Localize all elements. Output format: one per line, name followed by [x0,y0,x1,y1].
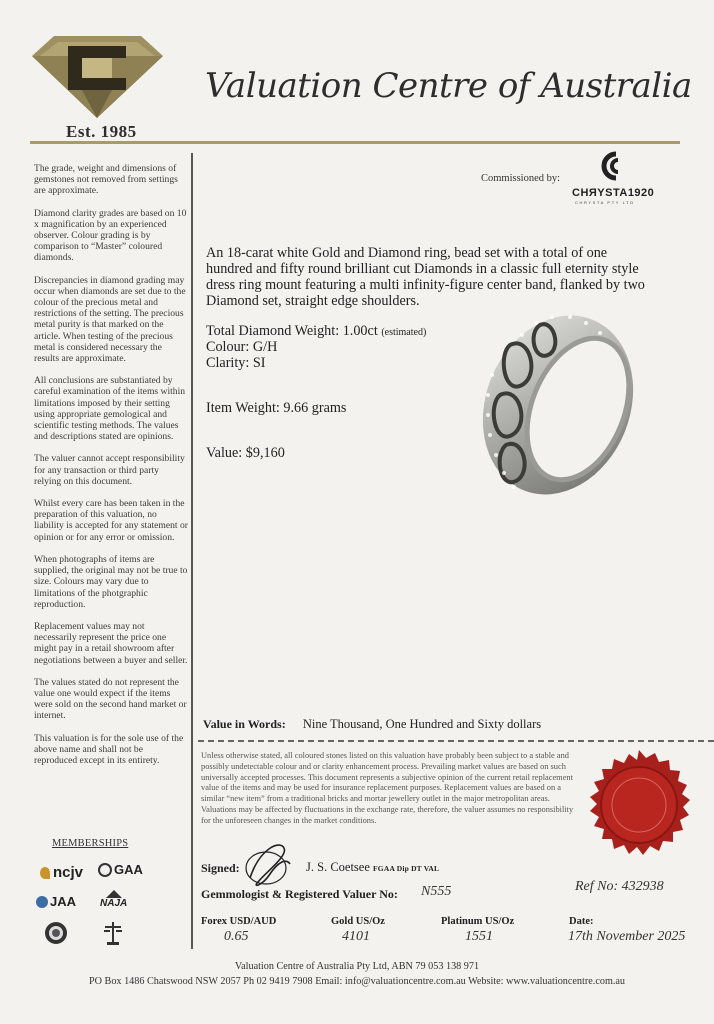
ncjv-icon [40,867,50,879]
term-paragraph: Replacement values may not necessarily represent the price one might pay in a retail showroom after negotiations between a buyer and seller. [34,620,188,666]
memberships-heading: MEMBERSHIPS [52,838,129,849]
ncjv-logo [40,864,83,881]
commissioned-label: Commissioned by: [481,173,561,184]
jaa-logo [36,894,76,909]
gold-value: 4101 [342,929,370,944]
item-description: An 18-carat white Gold and Diamond ring, bead set with a total of one hundred and fifty round brilliant cut Diamonds in a classic full eternity style dress ring mount featuring a multi infinity-figure center band, flanked by two Diamond set, straight edge shoulders. [206,245,645,309]
total-weight-value: Total Diamond Weight: 1.00ct [206,323,378,339]
signed-label: Signed: [201,861,240,875]
term-paragraph: Diamond clarity grades are based on 10 x magnification by an experienced observer. Colour grading is by comparison to “Master” coloured diamonds. [34,207,187,264]
forex-label: Forex USD/AUD [201,916,277,927]
footer-contact: PO Box 1486 Chatswood NSW 2057 Ph 02 9419 7908 Email: info@valuationcentre.com.au Website: www.valuationcentre.com.au [88,976,626,987]
client-name: CHЯYSTA1920 [572,187,655,199]
term-paragraph: The grade, weight and dimensions of gemstones not removed from settings are approximate. [34,163,178,197]
naja-icon [106,890,122,898]
term-paragraph: Discrepancies in diamond grading may occur when diamonds are set due to the colour of the precious metal and restrictions of the setting. The precious metal purity is that marked on the article. When testing of the precious metal is considered necessary the results are approximate. [34,274,186,365]
disclaimer-text: Unless otherwise stated, all coloured stones listed on this valuation have probably been subject to a stable and possibly undetectable colour and or clarity enhancement process. Prevailing market values are based on such universally accepted processes. This document represents a subjective opinion of the current retail replacement value of the items and may be used for insurance replacement purposes. Replacement values are based on a similar “new item” from a traditional bricks and mortar jewellery outlet in the major metropolitan areas. Valuations may be affected by fluctuations in the exchange rate, therefore, the valuer assumes no responsibility for the unforeseen changes in the market conditions. [201,751,574,825]
item-weight: Item Weight: 9.66 grams [206,400,347,416]
term-paragraph: All conclusions are substantiated by careful examination of the items within limitations imposed by their setting using appropriate gemological and scientific testing methods. The values and descriptions stated are opinions. [34,375,186,443]
gaa-logo [98,862,143,877]
company-title: Valuation Centre of Australia [205,66,692,106]
term-paragraph: This valuation is for the sole use of the above name and shall not be reproduced except in its entirety. [34,732,184,766]
ncjv-logo-text: ncjv [53,864,84,881]
handwritten-signature-icon [240,838,302,888]
total-weight-note: (estimated) [381,327,427,338]
platinum-label: Platinum US/Oz [441,916,515,927]
dashed-divider [198,740,714,742]
naja-logo [100,890,127,909]
date-label: Date: [569,916,594,927]
platinum-value: 1551 [465,929,493,944]
item-value: Value: $9,160 [206,445,285,461]
signer-name: J. S. Coetsee [306,860,370,874]
signer [306,860,439,875]
vca-gem-logo-icon [30,34,165,120]
valuer-number: N555 [421,884,452,899]
jaa-icon [36,896,48,908]
column-divider [191,153,193,949]
chrysta-cc-logo-icon [594,148,628,184]
header-divider [30,141,680,144]
value-in-words-text: Nine Thousand, One Hundred and Sixty dollars [302,717,542,731]
term-paragraph: The values stated do not represent the value one would expect if the items were sold on the second hand market or internet. [34,676,187,722]
gaa-logo-text: GAA [114,862,143,877]
value-in-words [203,717,541,732]
naja-logo-text: NAJA [100,898,128,909]
client-subtitle: CHRYSTA PTY LTD [575,200,635,205]
established-year: Est. 1985 [66,122,137,141]
gaa-icon [98,863,112,877]
colour-grade: Colour: G/H [206,339,278,355]
date-value: 17th November 2025 [568,929,686,944]
red-wax-seal-icon [582,748,696,862]
footer-company: Valuation Centre of Australia Pty Ltd, ABN 79 053 138 971 [234,961,480,972]
badge-seal-icon [44,921,68,945]
scales-of-justice-icon [102,920,124,946]
signer-qualifications: FGAA Dip DT VAL [373,864,440,873]
value-in-words-label: Value in Words: [203,717,286,731]
diamond-eternity-ring-icon [470,305,640,505]
valuer-role-label: Gemmologist & Registered Valuer No: [201,887,398,901]
clarity-grade: Clarity: SI [206,355,266,371]
reference-number: Ref No: 432938 [575,879,664,894]
term-paragraph: Whilst every care has been taken in the preparation of this valuation, no liability is accepted for any statement or opinion or for any error or omission. [34,498,188,543]
forex-value: 0.65 [224,929,249,944]
jaa-logo-text: JAA [50,894,77,909]
term-paragraph: The valuer cannot accept responsibility for any transaction or third party relying on this document. [34,453,185,487]
term-paragraph: When photographs of items are supplied, the original may not be true to size. Colours may vary due to limitations of the photgraphic reproduction. [34,553,188,610]
gold-label: Gold US/Oz [331,916,385,927]
terms-sidebar [34,163,188,777]
